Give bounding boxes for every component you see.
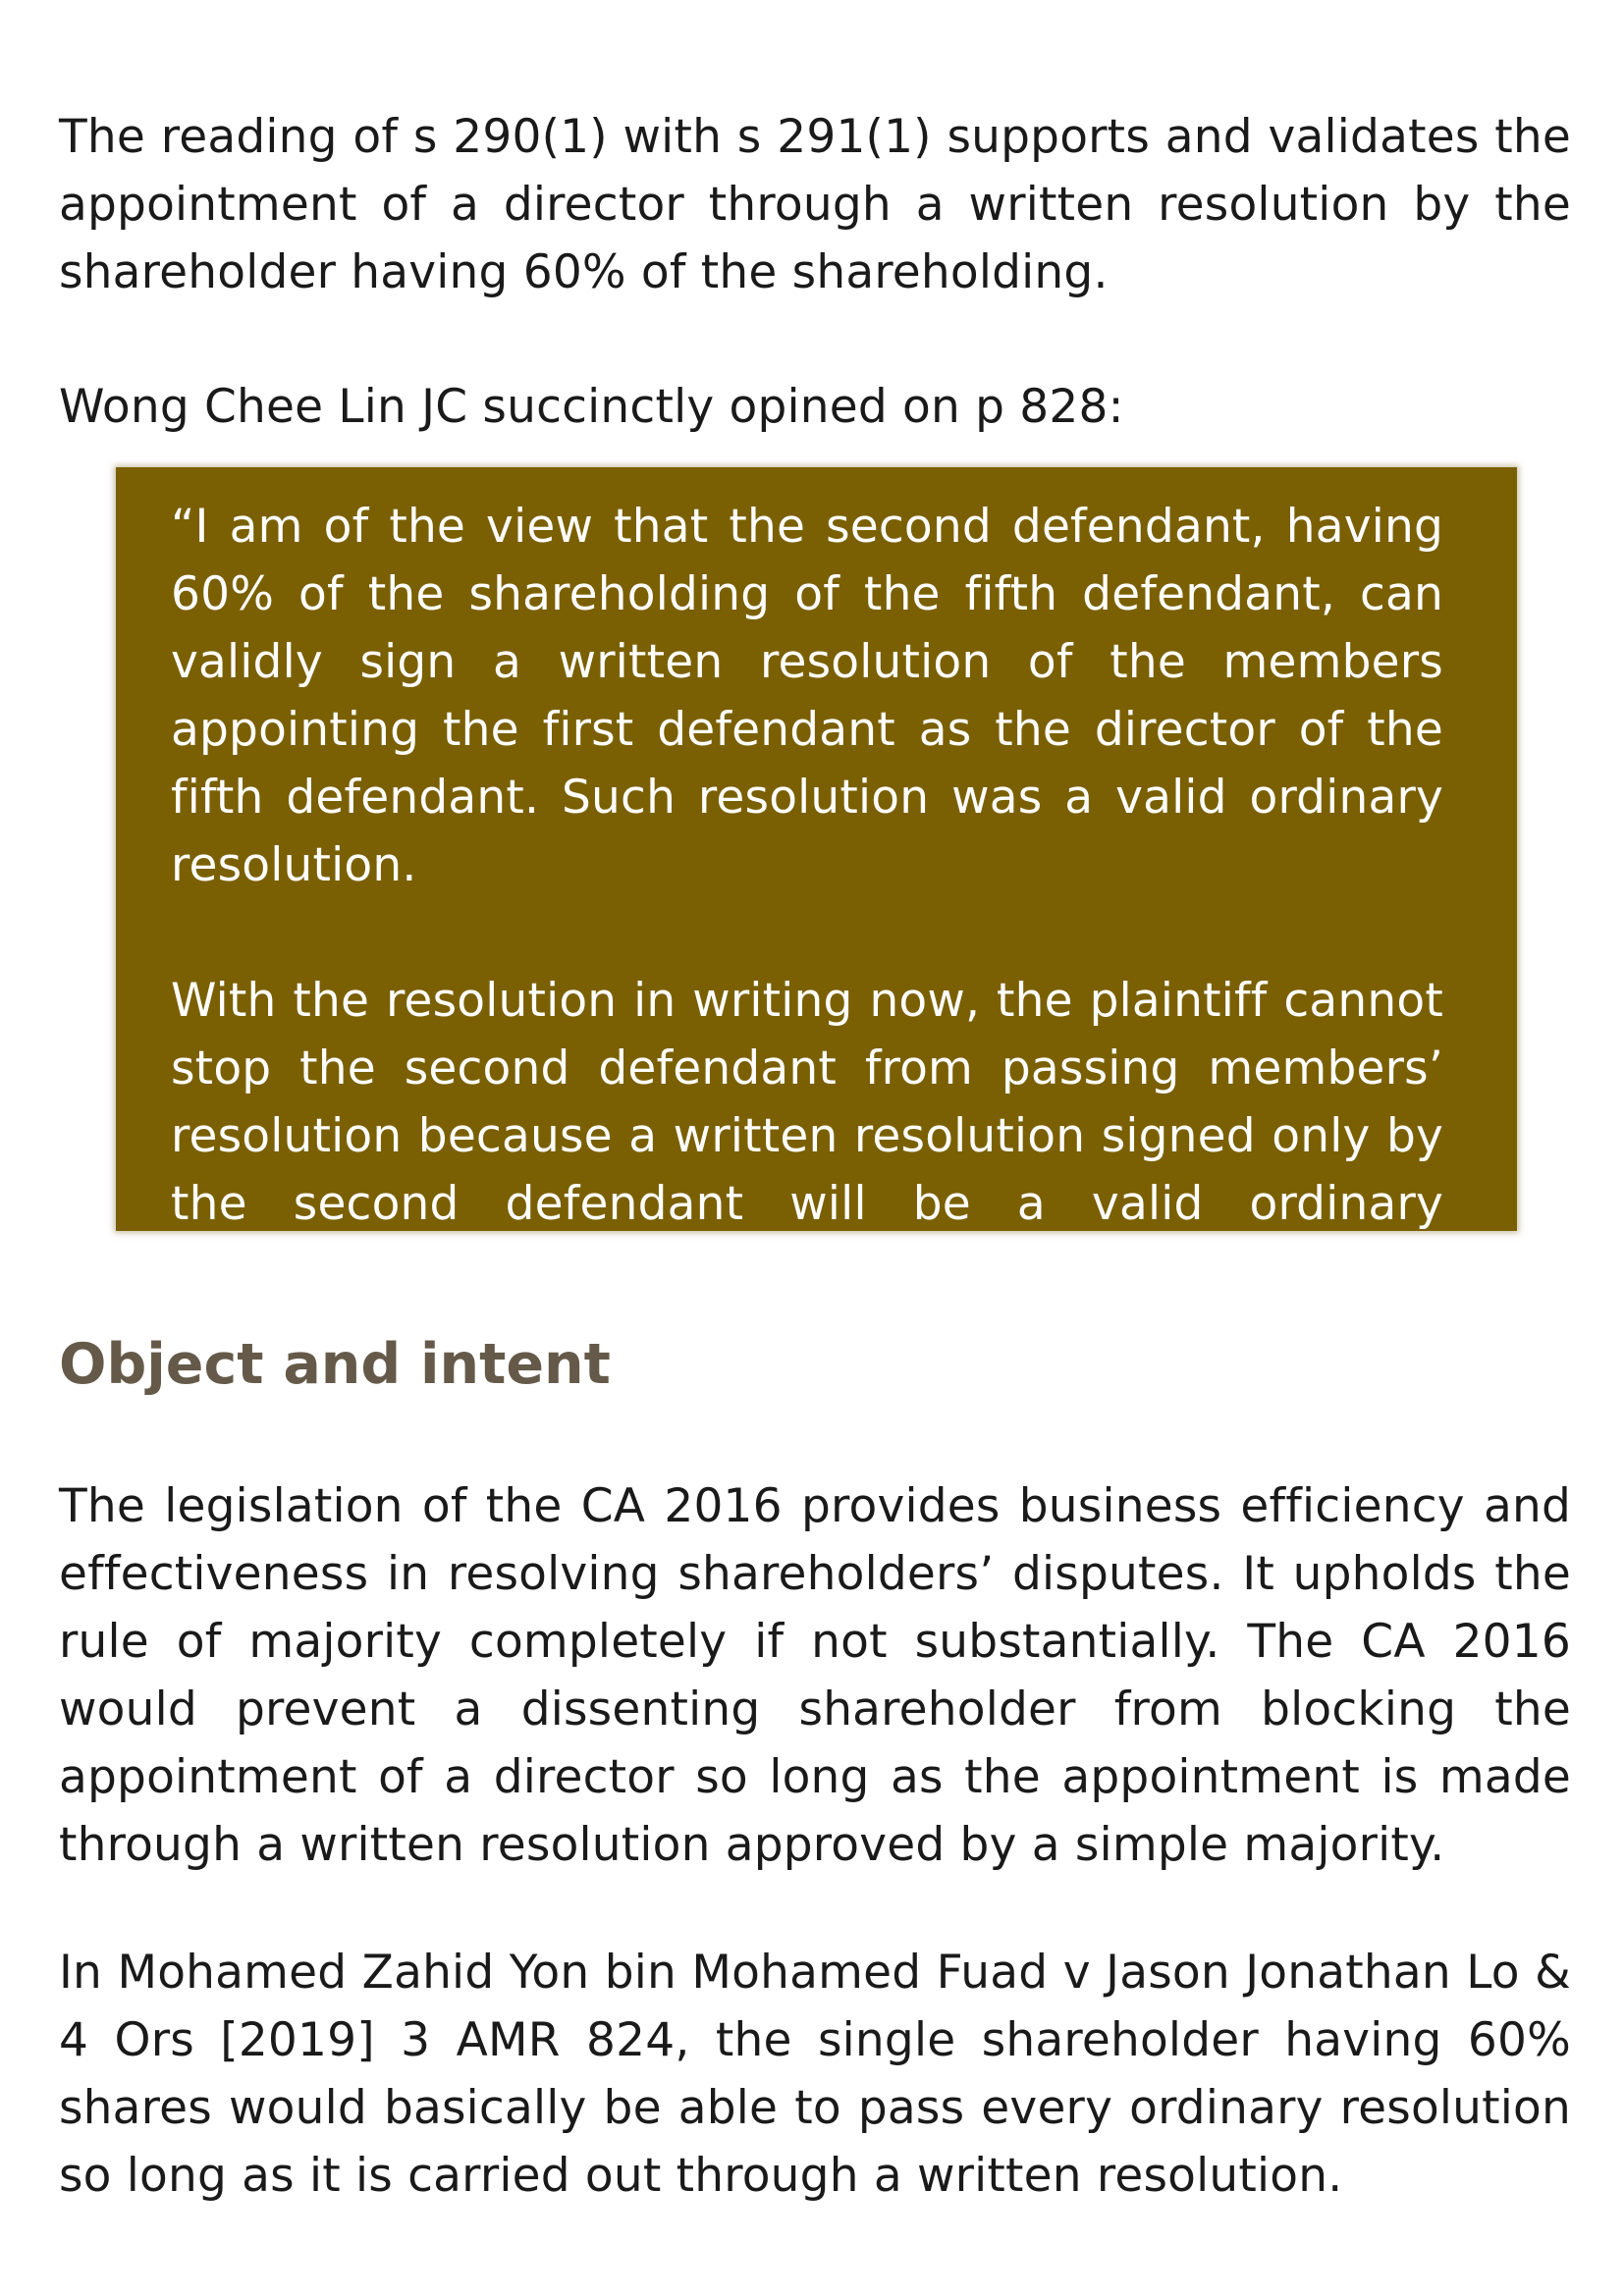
quote-block: [116, 467, 1517, 1299]
section-paragraph-2: In Mohamed Zahid Yon bin Mohamed Fuad v Jason Jonathan Lo & 4 Ors [2019] 3 AMR 824, the single shareholder having 60% shares would basically be able to pass every ordinary resolution so long as it is carried out through a written resolution.: [59, 1946, 1571, 2203]
attribution-paragraph: Wong Chee Lin JC succinctly opined on p 828:: [59, 380, 1124, 434]
quote-paragraph-1: “I am of the view that the second defendant, having 60% of the shareholding of the fifth defendant, can validly sign a written resolution of the members appointing the first defendant as the director of the fifth defendant. Such resolution was a valid ordinary resolution.: [171, 500, 1443, 892]
section-heading: Object and intent: [59, 1332, 611, 1397]
quote-paragraph-2: With the resolution in writing now, the plaintiff cannot stop the second defendant from passing members’ resolution because a written resolution signed only by the second defendant will be a valid ordinary resolution.”: [171, 974, 1443, 1299]
section-paragraph-1: The legislation of the CA 2016 provides business efficiency and effectiveness in resolving shareholders’ disputes. It upholds the rule of majority completely if not substantially. The CA 2016 would prevent a dissenting shareholder from blocking the appointment of a director so long as the appointment is made through a written resolution approved by a simple majority.: [59, 1479, 1571, 1872]
intro-paragraph: The reading of s 290(1) with s 291(1) supports and validates the appointment of a director through a written resolution by the shareholder having 60% of the shareholding.: [59, 110, 1571, 299]
